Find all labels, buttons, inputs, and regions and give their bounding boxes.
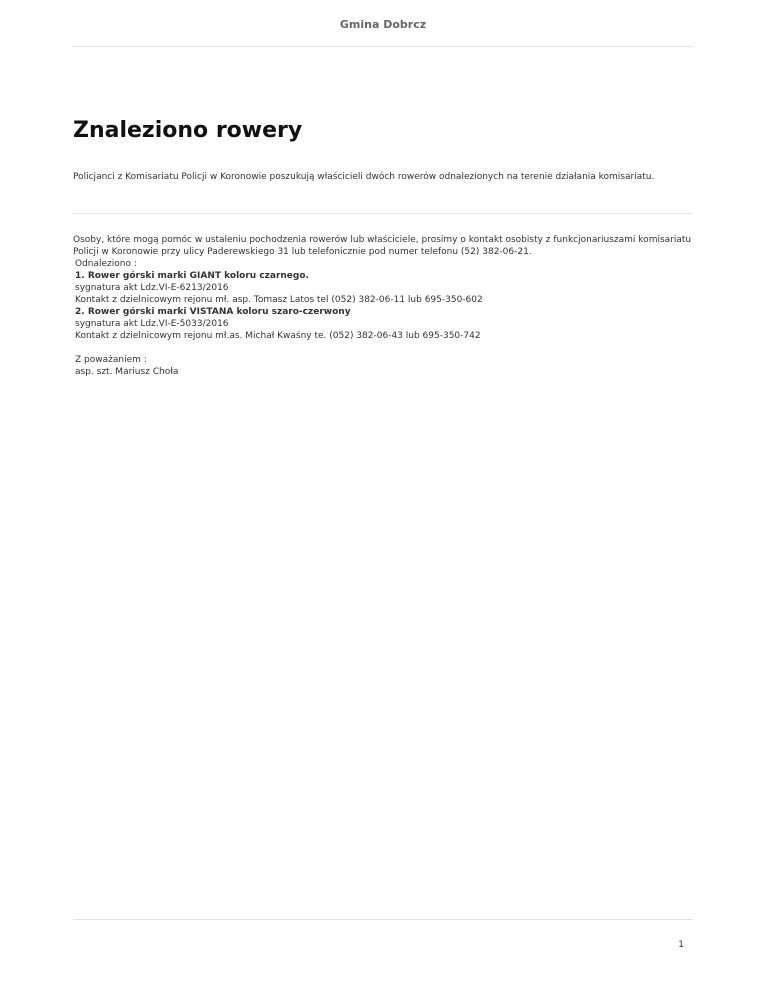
page-number: 1 (678, 940, 684, 950)
signatory: asp. szt. Mariusz Choła (75, 367, 179, 377)
closing-greeting: Z poważaniem : (75, 355, 147, 365)
item-heading: 2. Rower górski marki VISTANA koloru szaro-czerwony (75, 307, 351, 317)
content-divider (73, 213, 693, 214)
found-label: Odnaleziono : (75, 259, 137, 269)
intro-paragraph: Osoby, które mogą pomóc w ustaleniu pochodzenia rowerów lub właściciele, prosimy o kontakt osobisty z funkcjonariuszami komisariatu Policji w Koronowie przy ulicy Paderewskiego 31 lub telefonicznie pod numer telefonu (52) 382-06-21. (73, 235, 692, 257)
page-title: Znaleziono rowery (73, 118, 303, 143)
site-name: Gmina Dobrcz (339, 18, 427, 31)
article-body (73, 234, 698, 378)
item-heading: 1. Rower górski marki GIANT koloru czarnego. (75, 271, 309, 281)
item-signature: sygnatura akt Ldz.VI-E-5033/2016 (75, 319, 229, 329)
item-contact: Kontakt z dzielnicowym rejonu mł.as. Michał Kwaśny te. (052) 382-06-43 lub 695-350-742 (75, 331, 481, 341)
spacer (75, 342, 698, 354)
item-signature: sygnatura akt Ldz.VI-E-6213/2016 (75, 283, 229, 293)
site-header (73, 0, 693, 47)
article-lead: Policjanci z Komisariatu Policji w Koronowie poszukują właścicieli dwóch rowerów odnalezionych na terenie działania komisariatu. (73, 172, 655, 182)
item-contact: Kontakt z dzielnicowym rejonu mł. asp. Tomasz Latos tel (052) 382-06-11 lub 695-350-602 (75, 295, 483, 305)
found-items-section (73, 258, 698, 378)
footer-divider (73, 919, 693, 920)
